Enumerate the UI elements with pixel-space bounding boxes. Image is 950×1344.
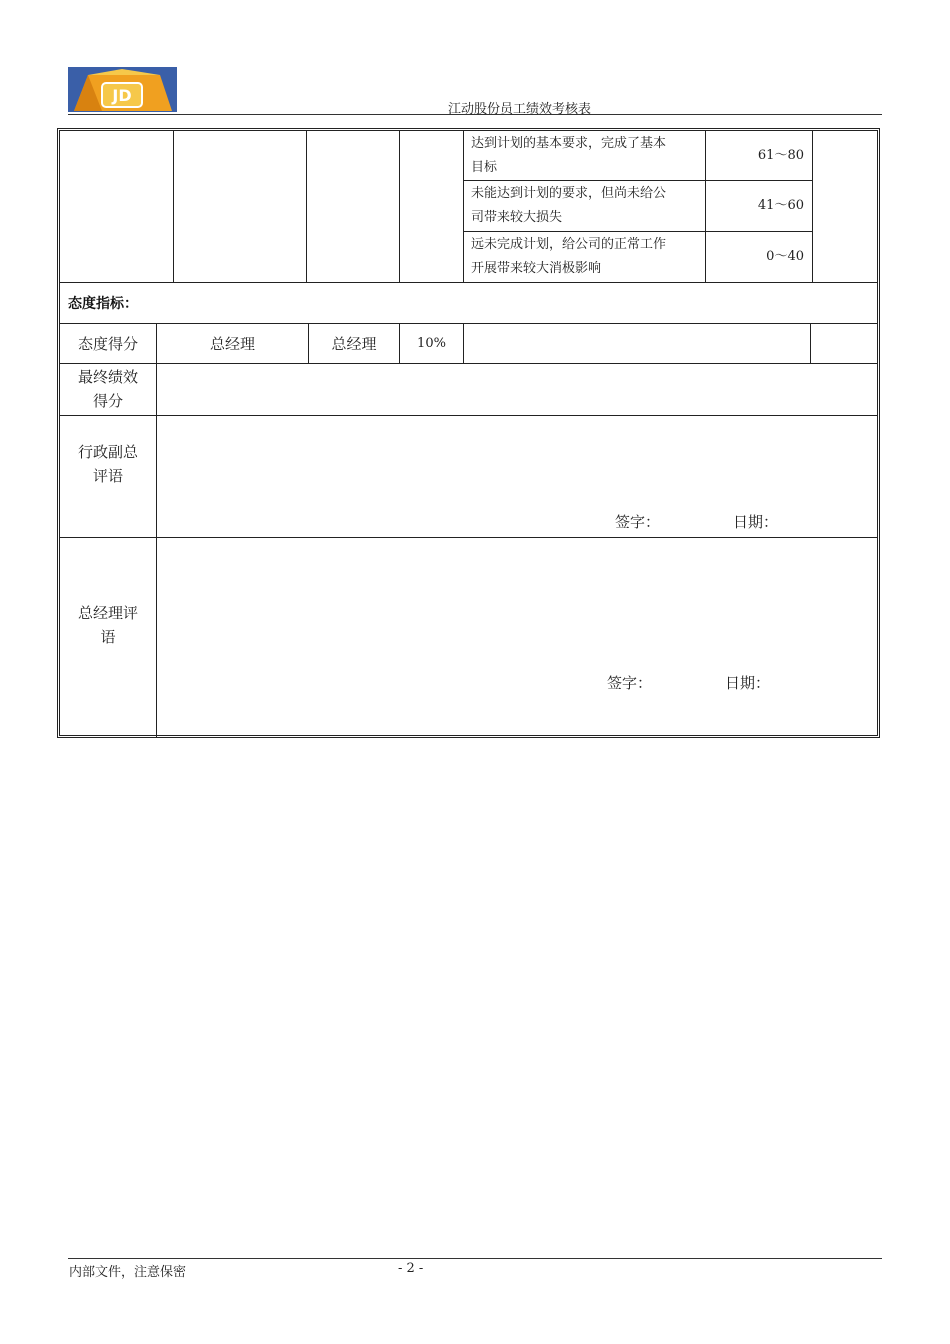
header-rule — [68, 114, 882, 115]
criteria-description: 达到计划的基本要求，完成了基本 目标 — [471, 136, 667, 175]
gm-signature-label: 签字： — [607, 674, 653, 692]
attitude-weight: 10% — [417, 335, 446, 351]
attitude-section-heading: 态度指标： — [68, 296, 138, 312]
page-number: - 2 - — [398, 1261, 424, 1276]
attitude-score-label: 态度得分 — [77, 334, 138, 353]
logo-text: JD — [112, 86, 132, 105]
header-title: 江动股份员工绩效考核表 — [448, 102, 592, 117]
gm-comment-label: 总经理评 语 — [77, 604, 138, 646]
criteria-description: 未能达到计划的要求，但尚未给公 司带来较大损失 — [471, 186, 667, 225]
criteria-score-range: 41～60 — [757, 198, 804, 213]
gm-date-label: 日期： — [725, 674, 771, 692]
divider — [399, 131, 400, 282]
vp-comment-label: 行政副总 评语 — [77, 443, 138, 485]
divider — [173, 131, 174, 282]
criteria-description: 远未完成计划，给公司的正常工作 开展带来较大消极影响 — [471, 237, 667, 276]
attitude-notes-cell[interactable] — [464, 324, 810, 363]
criteria-score-range: 61～80 — [757, 148, 804, 163]
divider — [812, 131, 813, 282]
criteria-score-range: 0～40 — [766, 249, 804, 264]
divider — [463, 180, 812, 181]
gm-comment-area[interactable] — [157, 538, 877, 738]
attitude-score-cell[interactable] — [811, 324, 877, 363]
footer-rule — [68, 1258, 882, 1259]
vp-date-label: 日期： — [733, 513, 779, 531]
vp-comment-area[interactable] — [157, 416, 877, 536]
final-score-label: 最终绩效 得分 — [77, 368, 138, 410]
divider — [306, 131, 307, 282]
divider — [463, 231, 812, 232]
vp-signature-label: 签字： — [615, 513, 661, 531]
attitude-approver: 总经理 — [331, 334, 377, 353]
company-logo — [68, 67, 177, 112]
divider — [463, 131, 464, 282]
footer-confidential: 内部文件，注意保密 — [69, 1265, 187, 1280]
attitude-evaluator: 总经理 — [209, 334, 255, 353]
final-score-cell[interactable] — [157, 364, 877, 414]
evaluation-table — [57, 128, 880, 738]
